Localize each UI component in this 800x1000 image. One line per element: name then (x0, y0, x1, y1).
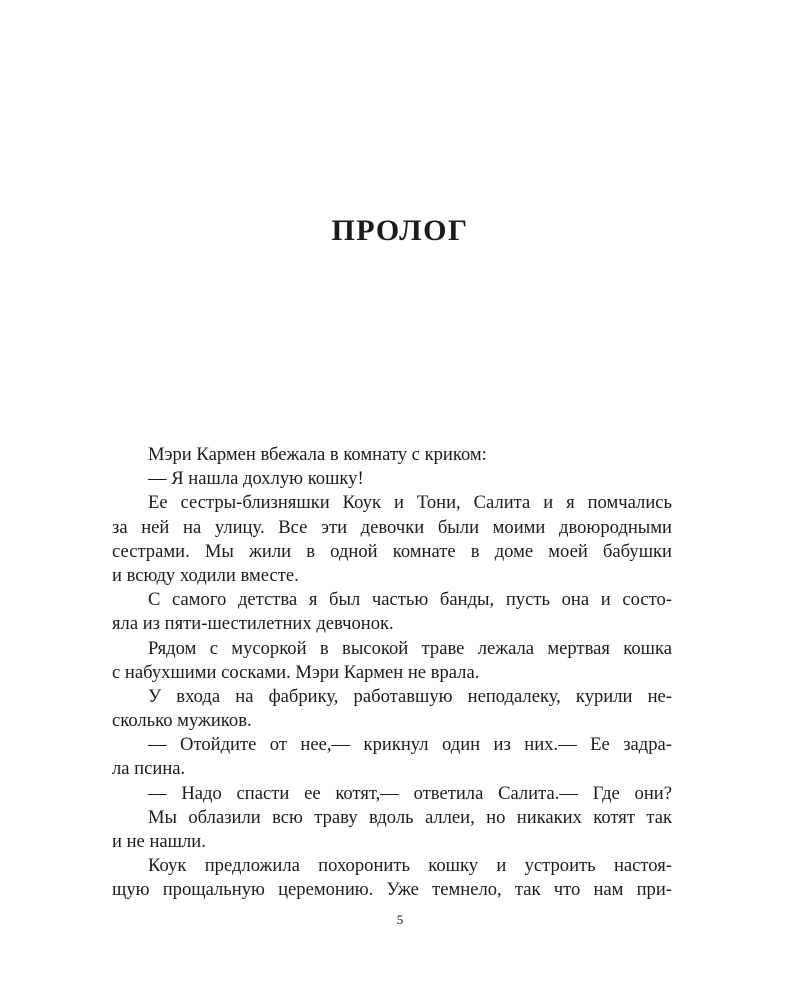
text-line: и всюду ходили вместе. (112, 564, 299, 586)
page-number: 5 (396, 912, 404, 927)
text-line: и не нашли. (112, 831, 206, 852)
text-line: с набухшими сосками. Мэри Кармен не врала. (112, 661, 480, 683)
text-line: за ней на улицу. Все эти девочки были моими двоюродными (112, 516, 672, 538)
text-line: — Надо спасти ее котят,— ответила Салита.— Где они? (148, 782, 672, 804)
text-line: Рядом с мусоркой в высокой траве лежала мертвая кошка (148, 637, 672, 659)
text-line: Мэри Кармен вбежала в комнату с криком: (148, 444, 487, 465)
text-line: — Отойдите от нее,— крикнул один из них.— Ее задра- (148, 734, 672, 756)
text-line: яла из пяти-шестилетних девчонок. (112, 613, 394, 635)
text-line: ла псина. (112, 758, 186, 780)
body-text (112, 443, 672, 903)
text-line: Мы облазили всю траву вдоль аллеи, но никаких котят так (148, 806, 672, 828)
text-line: щую прощальную церемонию. Уже темнело, так что нам при- (112, 879, 672, 901)
chapter-title: ПРОЛОГ (331, 214, 469, 247)
text-line: сколько мужиков. (112, 710, 252, 732)
text-line: — Я нашла дохлую кошку! (148, 468, 364, 490)
text-line: Коук предложила похоронить кошку и устроить настоя- (148, 855, 672, 877)
text-line: У входа на фабрику, работавшую неподалеку, курили не- (148, 685, 672, 707)
text-line: сестрами. Мы жили в одной комнате в доме моей бабушки (112, 540, 672, 562)
text-line: Ее сестры-близняшки Коук и Тони, Салита и я помчались (148, 492, 672, 514)
text-line: С самого детства я был частью банды, пусть она и состо- (148, 589, 672, 611)
